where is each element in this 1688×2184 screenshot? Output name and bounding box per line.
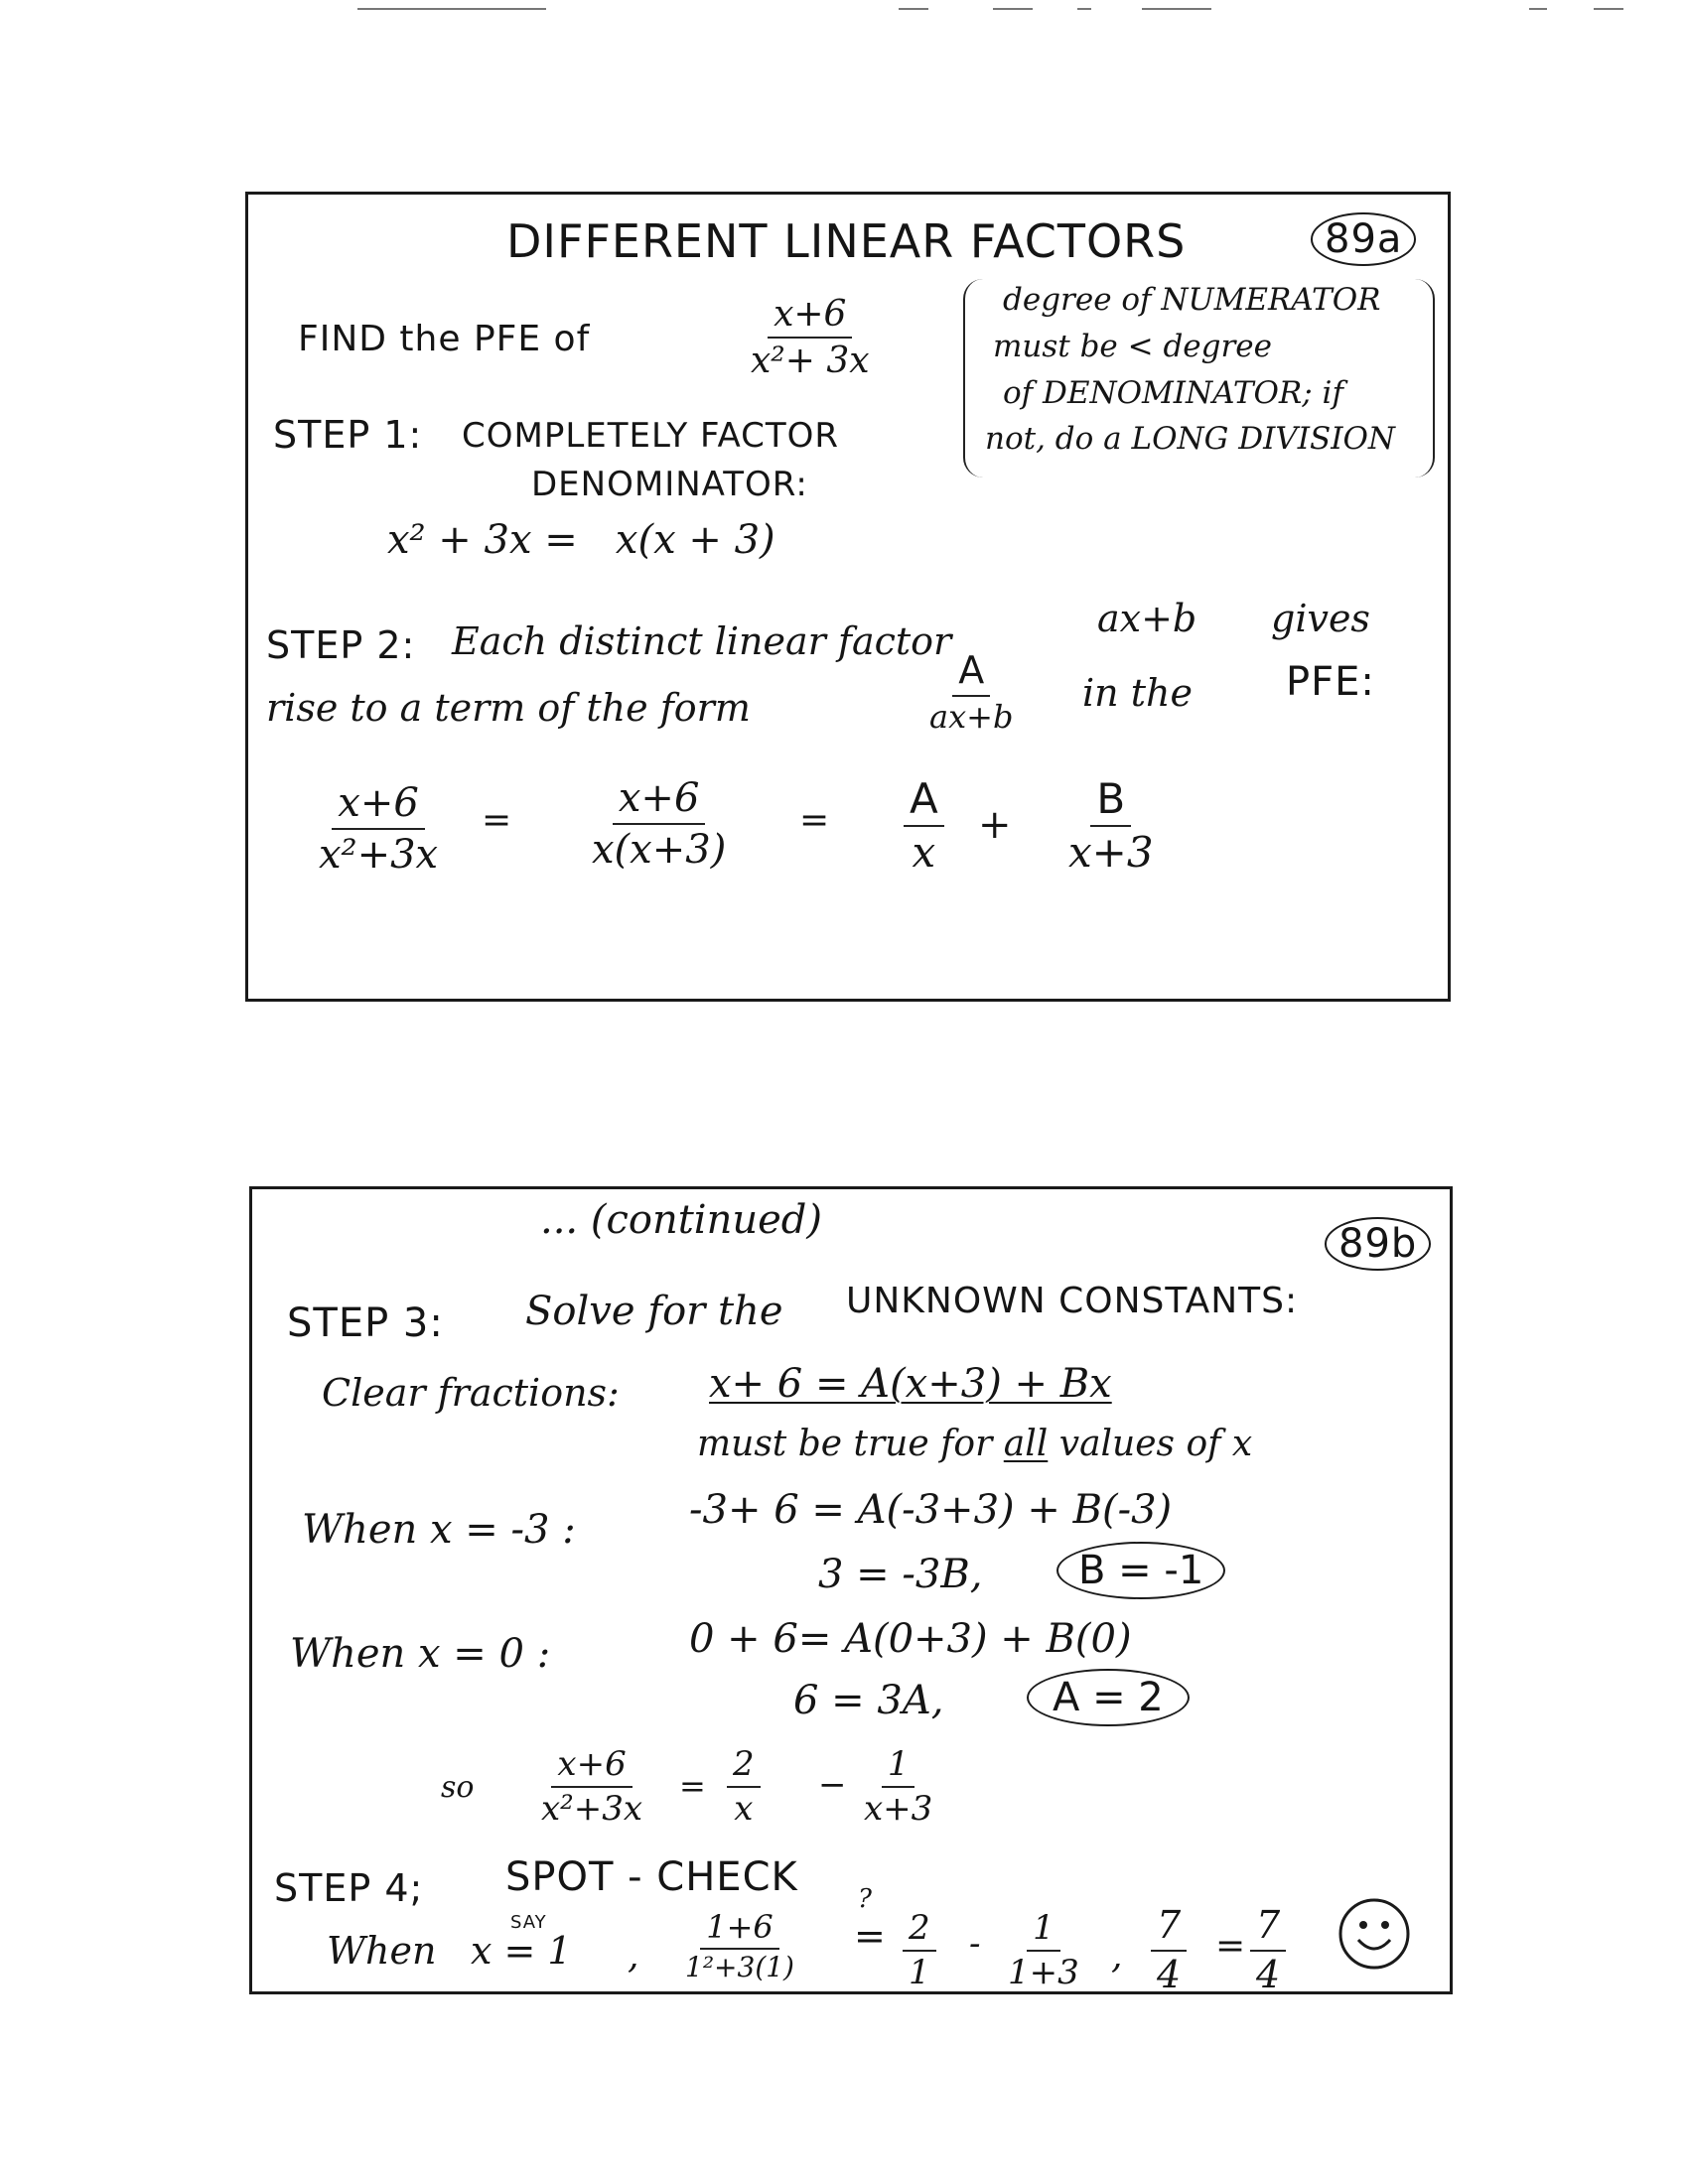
step4-text: SPOT - CHECK	[505, 1854, 798, 1900]
step2-text-2: rise to a term of the form	[266, 686, 751, 730]
eq-lhs-den: x²+3x	[319, 832, 439, 878]
step1-text-2: DENOMINATOR:	[531, 465, 808, 504]
step2-text-1: Each distinct linear factor	[452, 619, 952, 663]
step2-gives: gives	[1271, 597, 1370, 640]
comma-2: ,	[1111, 1936, 1123, 1977]
step3-text: Solve for the	[525, 1289, 783, 1334]
must-text	[697, 1424, 1252, 1464]
scan-mark	[357, 8, 546, 10]
final-right-num: 7	[1250, 1904, 1286, 1952]
eq-lhs-num: x+6	[332, 780, 425, 830]
eq-b-fraction	[1062, 775, 1160, 878]
find-prefix: FIND the PFE of	[298, 319, 591, 359]
say-label: SAY	[510, 1912, 547, 1933]
check-a-den: 1	[909, 1953, 930, 1993]
so-a-den: x	[734, 1789, 754, 1830]
step2-frac-num: A	[952, 649, 990, 697]
step4-label: STEP 4;	[274, 1866, 424, 1910]
eq-mid-den: x(x+3)	[592, 827, 727, 873]
find-num: x+6	[768, 294, 852, 339]
eq-mid-num: x+6	[613, 775, 706, 825]
step2-frac-den: ax+b	[929, 697, 1014, 736]
b-result	[1056, 1542, 1225, 1599]
so-a-fraction	[727, 1745, 761, 1829]
must-text-b: values of x	[1058, 1424, 1253, 1464]
clear-equation: x+ 6 = A(x+3) + Bx	[709, 1361, 1112, 1407]
step2-pfe: PFE:	[1286, 659, 1375, 705]
eq-equals-1: =	[482, 800, 512, 841]
badge-circle-2: 89b	[1325, 1217, 1431, 1271]
so-a-num: 2	[727, 1745, 761, 1788]
must-text-all: all	[1003, 1424, 1049, 1464]
card-89a	[245, 192, 1451, 1002]
when-neg3-eq1: -3+ 6 = A(-3+3) + B(-3)	[689, 1487, 1173, 1533]
so-lhs-den: x²+3x	[541, 1789, 643, 1830]
step2-label: STEP 2:	[266, 623, 416, 667]
check-question: ?	[858, 1884, 872, 1914]
final-right-fraction	[1250, 1904, 1286, 1996]
note-line-4: not, do a LONG DIVISION	[985, 421, 1395, 457]
continued-label: ... (continued)	[540, 1197, 822, 1243]
a-result-circle: A = 2	[1027, 1669, 1190, 1726]
check-a-fraction	[903, 1909, 936, 1992]
card-title: DIFFERENT LINEAR FACTORS	[506, 214, 1187, 268]
check-equals: =	[854, 1914, 886, 1958]
check-lhs-fraction	[679, 1909, 800, 1983]
note-paren-left	[963, 279, 983, 478]
page-badge-2	[1325, 1217, 1431, 1271]
check-minus: -	[969, 1924, 981, 1964]
step2-fraction	[923, 649, 1019, 735]
so-lhs-fraction	[535, 1745, 648, 1829]
smiley-face-icon	[1335, 1894, 1414, 1974]
scan-mark	[899, 8, 928, 10]
step3-label: STEP 3:	[287, 1300, 444, 1346]
final-equals: =	[1215, 1926, 1246, 1967]
check-lhs-num: 1+6	[700, 1909, 779, 1950]
scan-mark	[1594, 8, 1623, 10]
eq-equals-2: =	[799, 800, 830, 841]
so-b-fraction	[858, 1745, 938, 1829]
eq-lhs-fraction	[313, 780, 444, 878]
check-b-den: 1+3	[1008, 1953, 1079, 1993]
step2-in-the: in the	[1082, 671, 1193, 715]
when-label: When	[327, 1929, 437, 1973]
final-left-num: 7	[1151, 1904, 1187, 1952]
page-badge	[1311, 212, 1416, 266]
eq-a-den: x	[912, 828, 936, 878]
so-b-num: 1	[882, 1745, 915, 1788]
a-result	[1027, 1669, 1190, 1726]
clear-label: Clear fractions:	[322, 1371, 620, 1415]
so-minus: −	[818, 1765, 847, 1805]
when-0-label: When x = 0 :	[290, 1631, 551, 1677]
note-line-3: of DENOMINATOR; if	[1003, 375, 1343, 411]
eq-mid-fraction	[586, 775, 732, 873]
final-left-fraction	[1151, 1904, 1187, 1996]
so-label: so	[441, 1770, 475, 1805]
step1-label: STEP 1:	[273, 413, 423, 457]
must-text-a: must be true for	[697, 1424, 993, 1464]
find-fraction	[745, 294, 876, 382]
eq-plus: +	[978, 802, 1012, 848]
check-b-num: 1	[1027, 1909, 1060, 1952]
check-a-num: 2	[903, 1909, 936, 1952]
comma-1: ,	[628, 1936, 639, 1977]
step3-unknown: UNKNOWN CONSTANTS:	[846, 1281, 1299, 1321]
when-0-eq1: 0 + 6= A(0+3) + B(0)	[689, 1616, 1132, 1662]
badge-circle: 89a	[1311, 212, 1416, 266]
final-left-den: 4	[1157, 1952, 1182, 1996]
card-89b	[249, 1186, 1453, 1994]
step2-ax-b: ax+b	[1097, 597, 1197, 640]
note-line-2: must be < degree	[993, 329, 1272, 364]
when-neg3-eq2: 3 = -3B,	[818, 1552, 983, 1597]
so-b-den: x+3	[864, 1789, 933, 1830]
scan-mark	[993, 8, 1033, 10]
eq-b-den: x+3	[1068, 828, 1154, 878]
note-line-1: degree of NUMERATOR	[1003, 282, 1381, 318]
b-result-circle: B = -1	[1056, 1542, 1225, 1599]
note-paren-right	[1415, 279, 1435, 478]
so-equals: =	[679, 1767, 706, 1805]
when-0-eq2: 6 = 3A,	[793, 1678, 944, 1723]
find-den: x²+ 3x	[751, 341, 870, 382]
eq-a-fraction	[904, 775, 944, 878]
when-x: x = 1	[471, 1929, 572, 1973]
scan-mark	[1077, 8, 1091, 10]
scan-mark	[1142, 8, 1211, 10]
final-right-den: 4	[1256, 1952, 1281, 1996]
so-lhs-num: x+6	[551, 1745, 632, 1788]
check-b-fraction	[1002, 1909, 1085, 1992]
eq-a-num: A	[904, 775, 944, 827]
step1-text-1: COMPLETELY FACTOR	[462, 416, 840, 456]
step1-equation: x² + 3x = x(x + 3)	[387, 517, 775, 563]
scan-mark	[1529, 8, 1547, 10]
eq-b-num: B	[1090, 775, 1131, 827]
check-lhs-den: 1²+3(1)	[685, 1950, 794, 1983]
when-neg3-label: When x = -3 :	[302, 1507, 576, 1553]
